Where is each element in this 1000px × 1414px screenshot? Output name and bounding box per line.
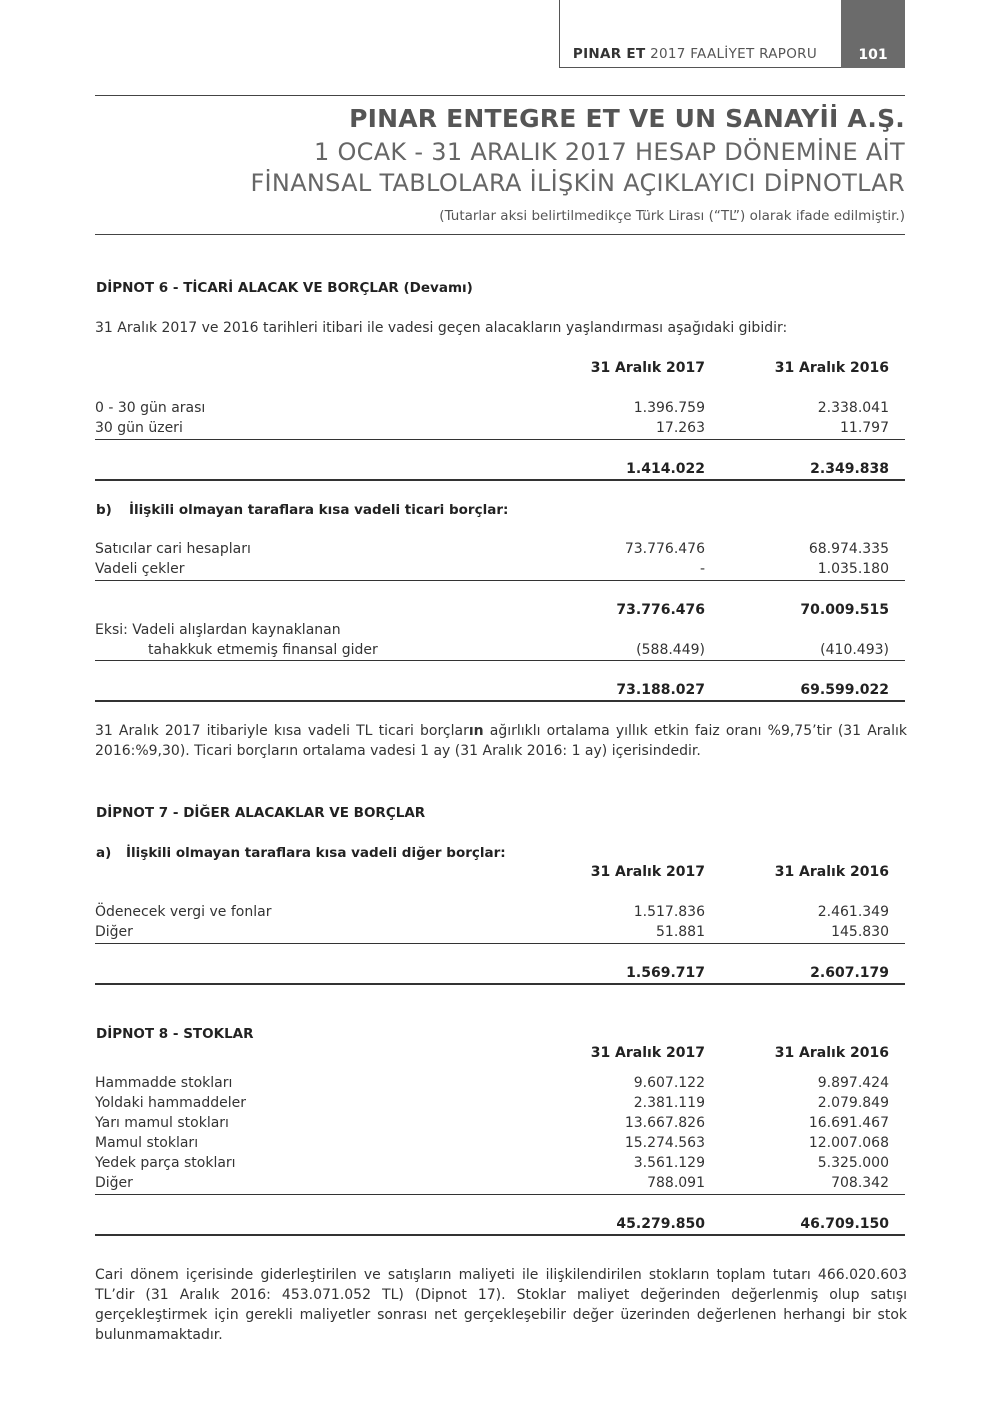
row-label: Satıcılar cari hesapları bbox=[95, 541, 251, 557]
total-value-2016: 2.607.179 bbox=[810, 965, 889, 981]
row-value-2017: 9.607.122 bbox=[633, 1075, 705, 1091]
col-2017-header: 31 Aralık 2017 bbox=[590, 864, 705, 880]
subtotal-rule bbox=[95, 1194, 905, 1195]
note6-intro: 31 Aralık 2017 ve 2016 tarihleri itibari ile vadesi geçen alacakların yaşlandırması aşağıdaki gibidir: bbox=[95, 320, 788, 336]
row-value-2016: 12.007.068 bbox=[808, 1135, 889, 1151]
col-2016-header: 31 Aralık 2016 bbox=[774, 360, 889, 376]
note7-a-heading bbox=[96, 845, 506, 861]
table-row bbox=[95, 1075, 905, 1095]
payables-total-row bbox=[95, 682, 905, 702]
table-row bbox=[95, 420, 905, 440]
row-value-2016: 2.338.041 bbox=[817, 400, 889, 416]
row-label: Ödenecek vergi ve fonlar bbox=[95, 904, 272, 920]
row-value-2017: 51.881 bbox=[656, 924, 705, 940]
row-value-2017: 1.396.759 bbox=[633, 400, 705, 416]
row-value-2016: 68.974.335 bbox=[808, 541, 889, 557]
row-value-2016: 1.035.180 bbox=[817, 561, 889, 577]
section-letter: a) bbox=[96, 845, 112, 861]
less-label-continued: tahakkuk etmemiş finansal gider bbox=[148, 642, 378, 658]
paragraph-bold-text: ın bbox=[468, 723, 484, 739]
table-row bbox=[95, 1115, 905, 1135]
note8-heading: DİPNOT 8 - STOKLAR bbox=[96, 1026, 254, 1042]
row-label: Yarı mamul stokları bbox=[95, 1115, 229, 1131]
col-2016-header: 31 Aralık 2016 bbox=[774, 864, 889, 880]
title-top-rule bbox=[95, 95, 905, 96]
table-row bbox=[95, 561, 905, 581]
row-value-2016: 9.897.424 bbox=[817, 1075, 889, 1091]
row-label: Hammadde stokları bbox=[95, 1075, 233, 1091]
paragraph-text: 31 Aralık 2017 itibariyle kısa vadeli TL ticari borçlar bbox=[95, 723, 469, 739]
period-title: 1 OCAK - 31 ARALIK 2017 HESAP DÖNEMİNE AİT bbox=[313, 138, 905, 166]
table-row bbox=[95, 1095, 905, 1115]
row-value-2017: 73.776.476 bbox=[624, 541, 705, 557]
row-value-2017: 17.263 bbox=[656, 420, 705, 436]
note8-column-headers bbox=[95, 1045, 905, 1065]
currency-note: (Tutarlar aksi belirtilmedikçe Türk Lirası (“TL”) olarak ifade edilmiştir.) bbox=[439, 208, 905, 224]
subtotal-rule bbox=[95, 943, 905, 944]
table-row bbox=[95, 1135, 905, 1155]
row-label: Vadeli çekler bbox=[95, 561, 185, 577]
subtotal-value-2017: 73.776.476 bbox=[616, 602, 705, 618]
row-value-2016: 5.325.000 bbox=[817, 1155, 889, 1171]
table-row bbox=[95, 1155, 905, 1175]
paragraph-text: ağırlıklı ortalama yıllık etkin faiz oranı %9,75’tir (31 Aralık 2016:%9,30). Ticari borçların ortalama vadesi 1 ay (31 Aralık 2016: 1 ay) içerisindedir. bbox=[95, 723, 908, 759]
table-row bbox=[95, 904, 905, 924]
row-value-2016: (410.493) bbox=[820, 642, 889, 658]
row-value-2016: 145.830 bbox=[831, 924, 889, 940]
table-row bbox=[95, 1175, 905, 1195]
note6-b-heading bbox=[96, 502, 509, 518]
title-bottom-rule bbox=[95, 234, 905, 235]
section-title: İlişkili olmayan taraflara kısa vadeli diğer borçlar: bbox=[126, 845, 506, 861]
row-value-2016: 708.342 bbox=[831, 1175, 889, 1191]
note7-column-headers bbox=[95, 864, 905, 884]
row-label: Yedek parça stokları bbox=[95, 1155, 236, 1171]
total-value-2017: 1.569.717 bbox=[626, 965, 705, 981]
section-letter: b) bbox=[96, 502, 112, 518]
total-rule bbox=[95, 700, 905, 702]
subtotal-rule bbox=[95, 439, 905, 440]
company-title: PINAR ENTEGRE ET VE UN SANAYİİ A.Ş. bbox=[349, 104, 905, 133]
less-row bbox=[95, 642, 905, 662]
note6-heading: DİPNOT 6 - TİCARİ ALACAK VE BORÇLAR (Devamı) bbox=[96, 280, 473, 296]
row-label: 0 - 30 gün arası bbox=[95, 400, 206, 416]
total-value-2017: 73.188.027 bbox=[616, 682, 705, 698]
row-value-2017: 2.381.119 bbox=[633, 1095, 705, 1111]
table-row bbox=[95, 924, 905, 944]
row-value-2017: 15.274.563 bbox=[624, 1135, 705, 1151]
subtotal-value-2016: 70.009.515 bbox=[800, 602, 889, 618]
note7-total-row bbox=[95, 965, 905, 985]
row-value-2017: 1.517.836 bbox=[633, 904, 705, 920]
less-label: Eksi: Vadeli alışlardan kaynaklanan bbox=[95, 622, 341, 638]
total-value-2016: 69.599.022 bbox=[800, 682, 889, 698]
note6-interest-paragraph bbox=[95, 721, 907, 761]
total-rule bbox=[95, 983, 905, 985]
subtotal-rule bbox=[95, 660, 905, 661]
row-label: Yoldaki hammaddeler bbox=[95, 1095, 247, 1111]
less-label-row bbox=[95, 622, 905, 642]
row-label: Diğer bbox=[95, 1175, 133, 1191]
total-value-2016: 46.709.150 bbox=[800, 1216, 889, 1232]
note7-heading: DİPNOT 7 - DİĞER ALACAKLAR VE BORÇLAR bbox=[96, 805, 426, 821]
row-value-2017: (588.449) bbox=[636, 642, 705, 658]
note8-paragraph: Cari dönem içerisinde giderleştirilen ve satışların maliyeti ile ilişkilendirilen stokların toplam tutarı 466.020.603 TL’dir (31 Aralık 2016: 453.071.052 TL) (Dipnot 17). Stoklar maliyet değerinden değerlenmiş olup satışı gerçekleştirmek için gerekli maliyetler sonrası net gerçekleşebilir değer üzerinden değerlenen herhangi bir stok bulunmamaktadır. bbox=[95, 1267, 907, 1343]
payables-subtotal-row bbox=[95, 602, 905, 622]
table-row bbox=[95, 541, 905, 561]
header-company: PINAR ET bbox=[572, 46, 646, 62]
report-header-text bbox=[573, 46, 817, 62]
subtotal-rule bbox=[95, 580, 905, 581]
row-value-2017: 788.091 bbox=[647, 1175, 705, 1191]
row-value-2016: 16.691.467 bbox=[808, 1115, 889, 1131]
total-value-2017: 1.414.022 bbox=[626, 461, 705, 477]
row-label: 30 gün üzeri bbox=[95, 420, 183, 436]
section-title: İlişkili olmayan taraflara kısa vadeli ticari borçlar: bbox=[129, 502, 509, 518]
note6-column-headers bbox=[95, 360, 905, 380]
total-value-2017: 45.279.850 bbox=[616, 1216, 705, 1232]
row-label: Diğer bbox=[95, 924, 133, 940]
note8-total-row bbox=[95, 1216, 905, 1236]
total-rule bbox=[95, 479, 905, 481]
col-2017-header: 31 Aralık 2017 bbox=[590, 1045, 705, 1061]
col-2017-header: 31 Aralık 2017 bbox=[590, 360, 705, 376]
row-value-2017: - bbox=[699, 561, 705, 577]
page-number: 101 bbox=[841, 0, 905, 68]
table-row bbox=[95, 400, 905, 420]
report-header-box bbox=[559, 0, 841, 68]
row-label: Mamul stokları bbox=[95, 1135, 199, 1151]
row-value-2017: 13.667.826 bbox=[624, 1115, 705, 1131]
statements-title: FİNANSAL TABLOLARA İLİŞKİN AÇIKLAYICI DİPNOTLAR bbox=[250, 169, 905, 197]
aging-total-row bbox=[95, 461, 905, 481]
header-report-title: 2017 FAALİYET RAPORU bbox=[650, 46, 817, 62]
row-value-2016: 11.797 bbox=[840, 420, 889, 436]
row-value-2016: 2.079.849 bbox=[817, 1095, 889, 1111]
col-2016-header: 31 Aralık 2016 bbox=[774, 1045, 889, 1061]
row-value-2016: 2.461.349 bbox=[817, 904, 889, 920]
total-rule bbox=[95, 1234, 905, 1236]
total-value-2016: 2.349.838 bbox=[810, 461, 889, 477]
row-value-2017: 3.561.129 bbox=[633, 1155, 705, 1171]
